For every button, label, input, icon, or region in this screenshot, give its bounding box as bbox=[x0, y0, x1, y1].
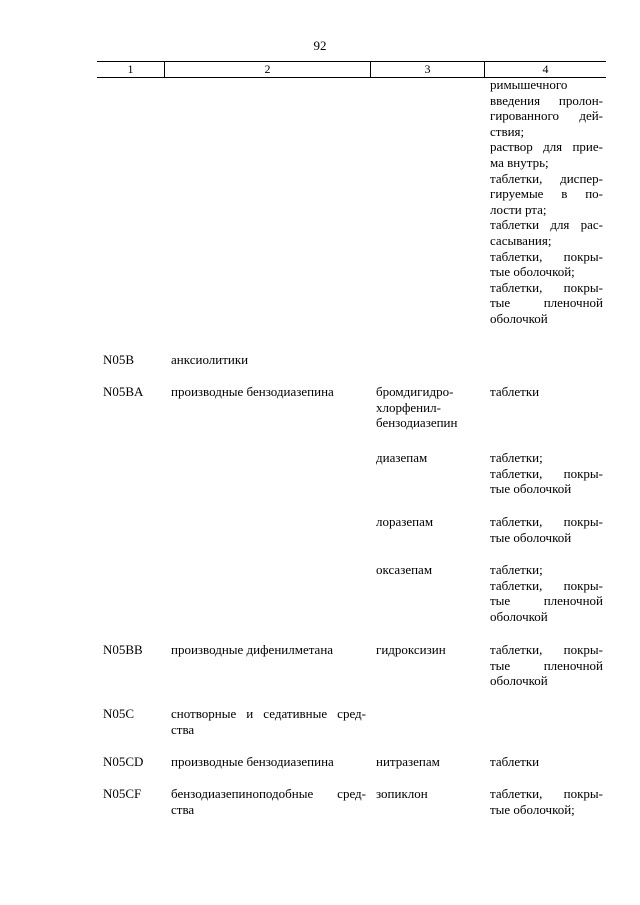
text-line: таблетки, покры- bbox=[490, 248, 603, 264]
header-col-1: 1 bbox=[127, 62, 134, 76]
header-col-4: 4 bbox=[484, 62, 606, 77]
text-line: тые пленочной bbox=[490, 657, 603, 673]
text-line: введения пролон- bbox=[490, 92, 603, 108]
text-line: таблетки для рас- bbox=[490, 217, 603, 233]
text-line: таблетки, покры- bbox=[490, 786, 603, 801]
dosage-form bbox=[490, 514, 603, 545]
drug-name: оксазепам bbox=[376, 562, 433, 577]
text-line: оболочкой bbox=[490, 673, 548, 689]
text-line: тые пленочной bbox=[490, 593, 603, 609]
dosage-form: таблетки bbox=[490, 384, 540, 399]
table-header bbox=[97, 61, 606, 78]
pharm-group bbox=[171, 786, 366, 817]
dosage-form bbox=[490, 642, 603, 689]
text-line: бромдигидро- bbox=[376, 384, 454, 399]
text-line: раствор для прие- bbox=[490, 139, 603, 155]
text-line: гируемые в по- bbox=[490, 186, 603, 202]
pharm-group: производные дифенилметана bbox=[171, 642, 334, 657]
drug-name: диазепам bbox=[376, 450, 428, 465]
text-line: бензодиазепиноподобные сред- bbox=[171, 786, 366, 801]
text-line: гированного дей- bbox=[490, 108, 603, 124]
atc-code: N05BA bbox=[103, 384, 144, 399]
text-line: таблетки, покры- bbox=[490, 577, 603, 593]
drug-name: лоразепам bbox=[376, 514, 434, 529]
pharm-group: производные бензодиазепина bbox=[171, 384, 334, 399]
text-line: лости рта; bbox=[490, 201, 547, 217]
text-line: таблетки; bbox=[490, 450, 543, 465]
text-line: тые оболочкой bbox=[490, 481, 572, 497]
text-line: таблетки, покры- bbox=[490, 642, 603, 657]
dosage-form: таблетки bbox=[490, 754, 540, 769]
text-line: тые оболочкой; bbox=[490, 264, 575, 280]
text-line: тые оболочкой; bbox=[490, 801, 575, 817]
dosage-form bbox=[490, 562, 603, 624]
drug-name: зопиклон bbox=[376, 786, 428, 801]
text-line: таблетки, покры- bbox=[490, 465, 603, 481]
text-line: ма внутрь; bbox=[490, 154, 549, 170]
dosage-form bbox=[490, 450, 603, 497]
atc-code: N05CD bbox=[103, 754, 144, 769]
text-line: снотворные и седативные сред- bbox=[171, 706, 366, 721]
atc-code: N05CF bbox=[103, 786, 142, 801]
text-line: таблетки; bbox=[490, 562, 543, 577]
pharm-group: анксиолитики bbox=[171, 352, 249, 367]
text-line: хлорфенил- bbox=[376, 399, 441, 415]
text-line: таблетки, покры- bbox=[490, 279, 603, 295]
text-line: оболочкой bbox=[490, 310, 548, 326]
text-line: ства bbox=[171, 721, 195, 737]
text-line: ствия; bbox=[490, 123, 525, 139]
header-col-3: 3 bbox=[370, 62, 484, 77]
atc-code: N05BB bbox=[103, 642, 143, 657]
text-line: бензодиазепин bbox=[376, 415, 458, 431]
header-col-2: 2 bbox=[164, 62, 370, 77]
text-line: римышечного bbox=[490, 77, 568, 92]
text-line: таблетки, диспер- bbox=[490, 170, 603, 186]
text-line: таблетки, покры- bbox=[490, 514, 603, 529]
drug-name: гидроксизин bbox=[376, 642, 446, 657]
text-line: сасывания; bbox=[490, 232, 552, 248]
pharm-group: производные бензодиазепина bbox=[171, 754, 334, 769]
text-line: оболочкой bbox=[490, 608, 548, 624]
atc-code: N05C bbox=[103, 706, 135, 721]
text-line: тые оболочкой bbox=[490, 529, 572, 545]
continued-dosage-forms bbox=[490, 77, 603, 327]
page-number: 92 bbox=[313, 38, 327, 53]
text-line: ства bbox=[171, 801, 195, 817]
atc-code: N05B bbox=[103, 352, 135, 367]
drug-name: нитразепам bbox=[376, 754, 440, 769]
dosage-form bbox=[490, 786, 603, 817]
pharm-group bbox=[171, 706, 366, 737]
text-line: тые пленочной bbox=[490, 295, 603, 311]
drug-name bbox=[376, 384, 486, 431]
